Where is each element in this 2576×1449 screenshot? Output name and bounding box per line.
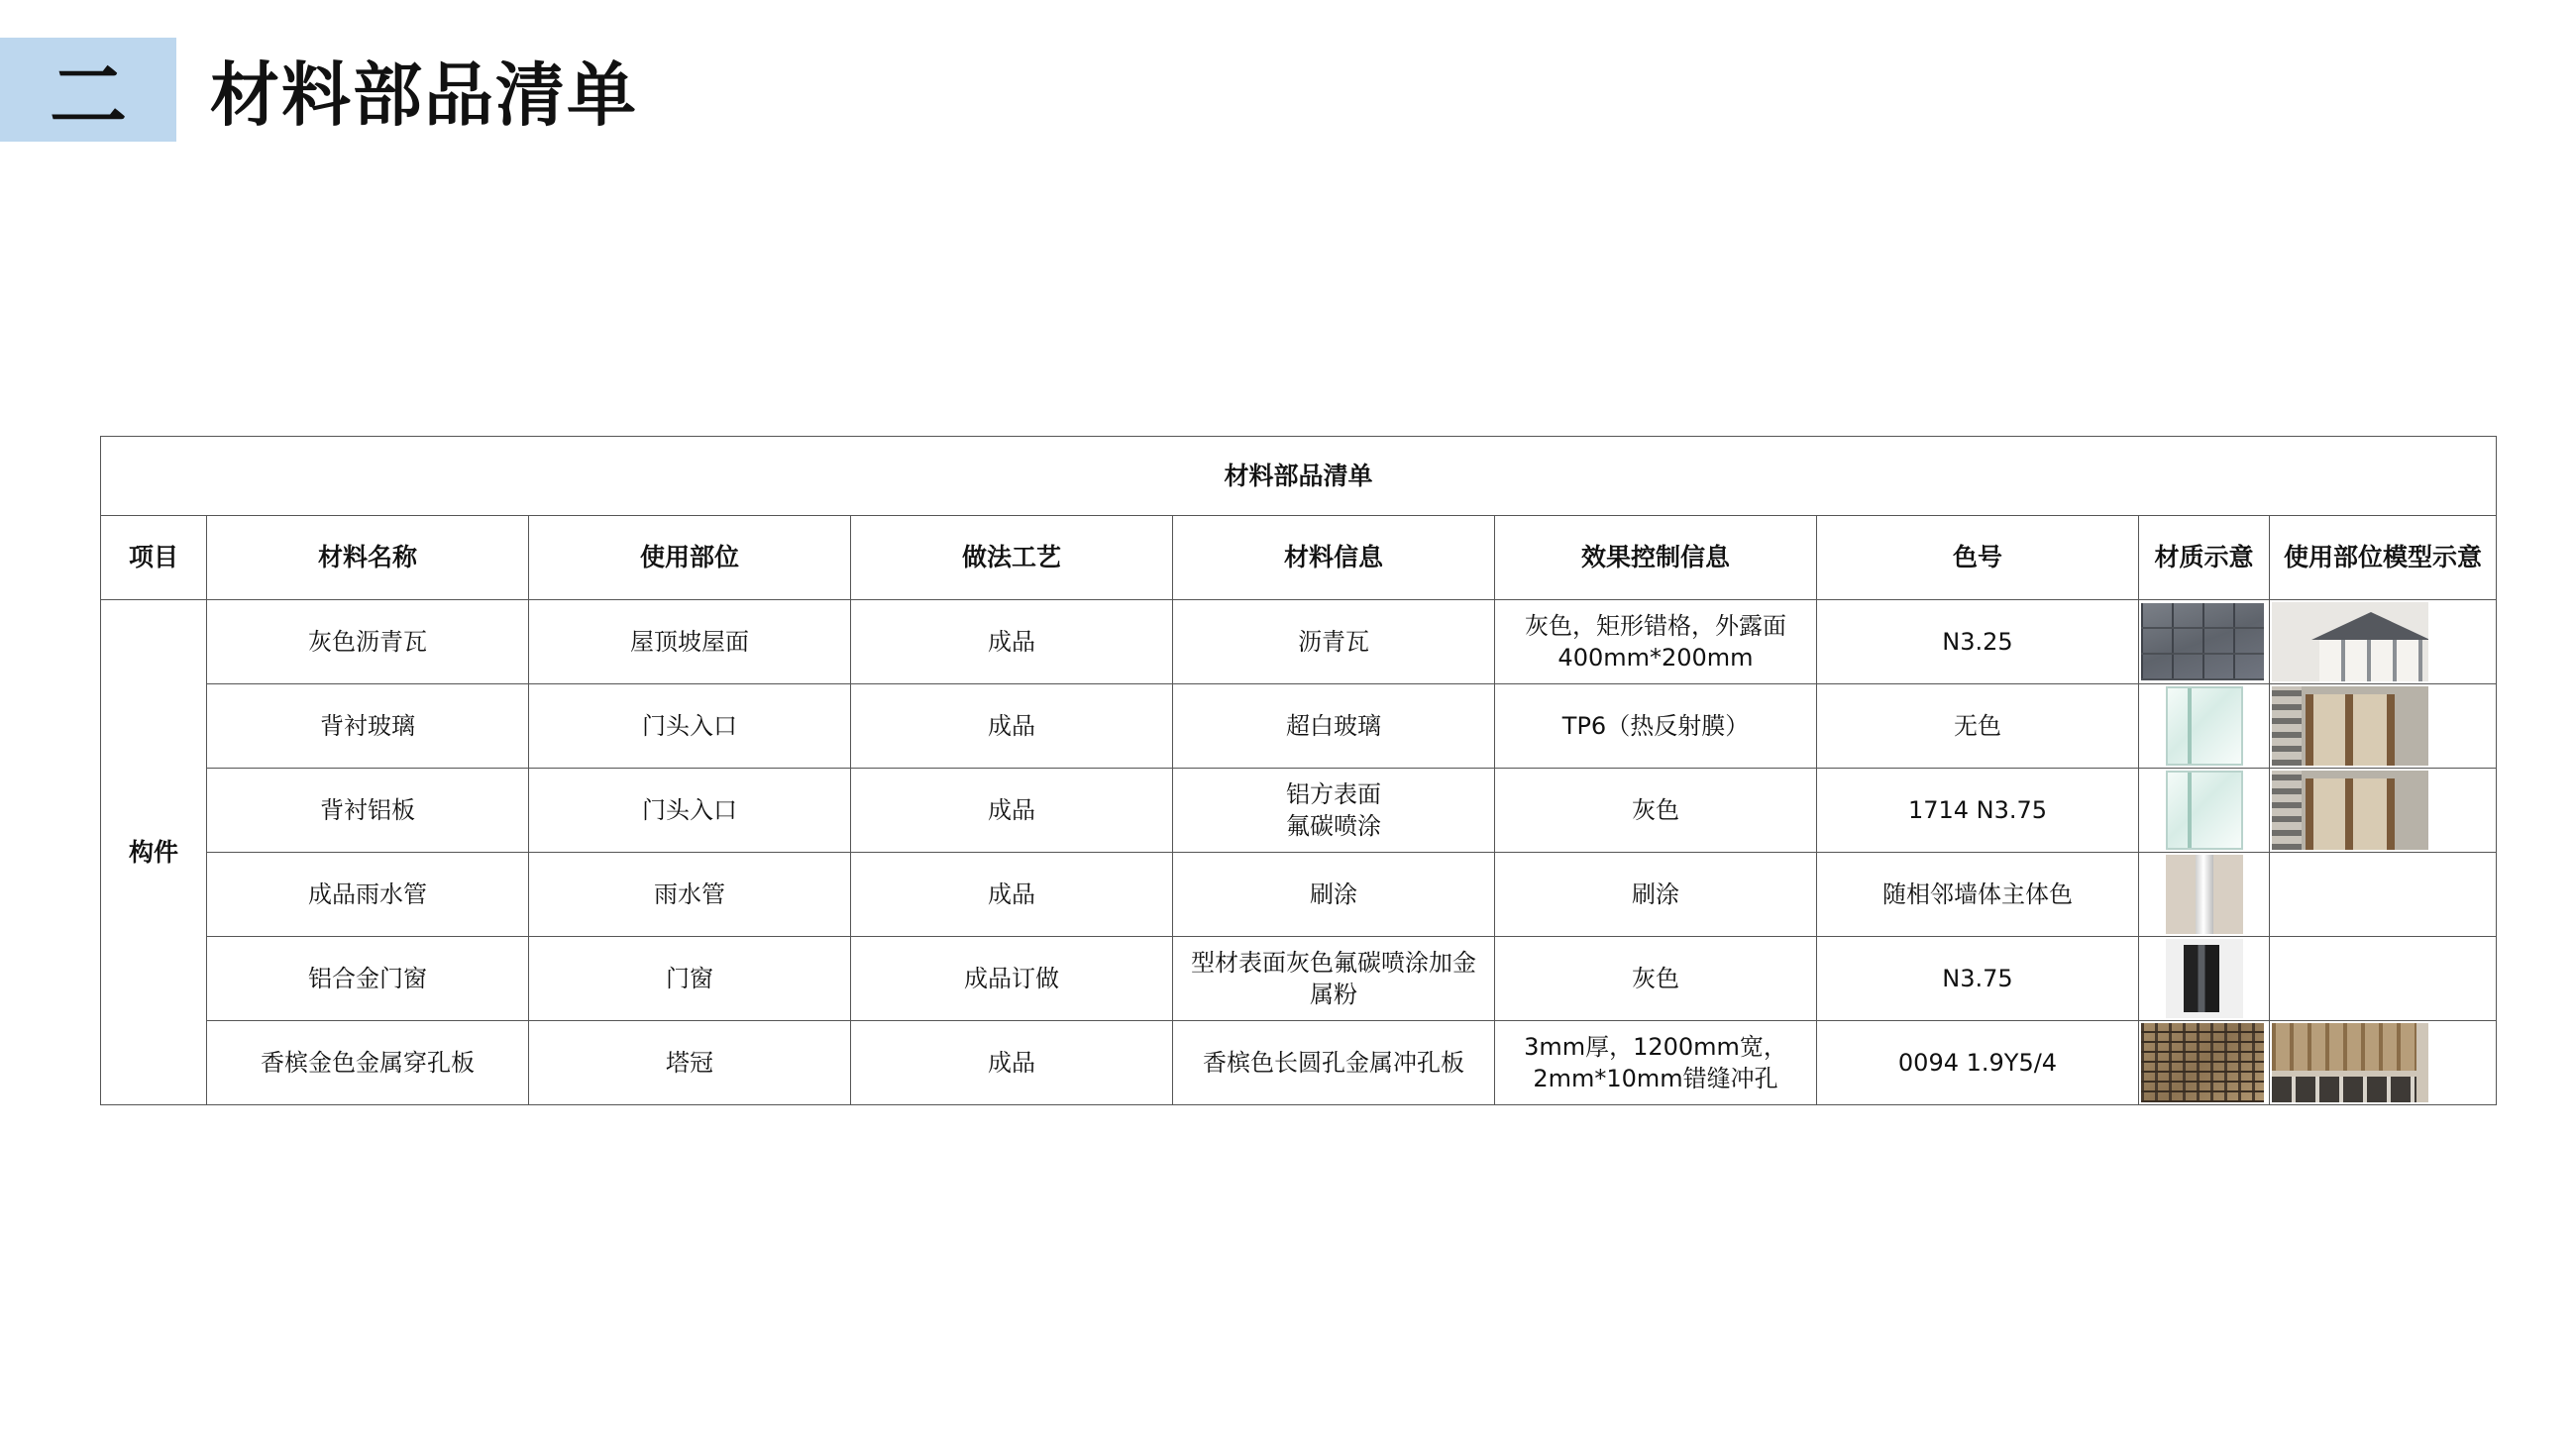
material-info: 型材表面灰色氟碳喷涂加金属粉 — [1173, 937, 1495, 1021]
material-info: 超白玻璃 — [1173, 684, 1495, 769]
column-header-model-sample: 使用部位模型示意 — [2270, 516, 2497, 600]
usage-location: 塔冠 — [529, 1021, 851, 1105]
material-sample-cell — [2139, 684, 2270, 769]
material-name: 背衬铝板 — [207, 769, 529, 853]
section-number-badge — [0, 38, 176, 142]
model-sample-cell — [2270, 600, 2497, 684]
column-header-location: 使用部位 — [529, 516, 851, 600]
material-sample-cell — [2139, 769, 2270, 853]
model-sample-cell — [2270, 937, 2497, 1021]
tower-crown-model-render — [2272, 1023, 2428, 1102]
table-row — [101, 937, 2497, 1021]
effect-control: 灰色 — [1495, 769, 1817, 853]
column-header-material-info: 材料信息 — [1173, 516, 1495, 600]
usage-location: 雨水管 — [529, 853, 851, 937]
model-sample-cell — [2270, 1021, 2497, 1105]
material-list-table — [100, 436, 2497, 1105]
usage-location: 门窗 — [529, 937, 851, 1021]
material-sample-cell — [2139, 1021, 2270, 1105]
material-info: 沥青瓦 — [1173, 600, 1495, 684]
material-name: 背衬玻璃 — [207, 684, 529, 769]
material-info: 刷涂 — [1173, 853, 1495, 937]
color-code: 无色 — [1817, 684, 2139, 769]
material-sample-cell — [2139, 937, 2270, 1021]
material-name: 铝合金门窗 — [207, 937, 529, 1021]
column-header-item: 项目 — [101, 516, 207, 600]
usage-location: 门头入口 — [529, 684, 851, 769]
glass-swatch — [2166, 686, 2243, 766]
effect-control: 刷涂 — [1495, 853, 1817, 937]
model-sample-cell — [2270, 853, 2497, 937]
glass-swatch — [2166, 771, 2243, 850]
aluminum-profile-swatch — [2166, 939, 2243, 1018]
color-code: 0094 1.9Y5/4 — [1817, 1021, 2139, 1105]
table-row — [101, 1021, 2497, 1105]
material-name: 香槟金色金属穿孔板 — [207, 1021, 529, 1105]
material-sample-cell — [2139, 600, 2270, 684]
model-sample-cell — [2270, 684, 2497, 769]
table-row — [101, 853, 2497, 937]
material-info: 香槟色长圆孔金属冲孔板 — [1173, 1021, 1495, 1105]
usage-location: 门头入口 — [529, 769, 851, 853]
process: 成品 — [851, 600, 1173, 684]
effect-control: TP6（热反射膜） — [1495, 684, 1817, 769]
process: 成品 — [851, 1021, 1173, 1105]
table-row — [101, 600, 2497, 684]
process: 成品订做 — [851, 937, 1173, 1021]
material-info: 铝方表面 氟碳喷涂 — [1173, 769, 1495, 853]
entrance-model-render — [2272, 686, 2428, 766]
color-code: N3.25 — [1817, 600, 2139, 684]
color-code: N3.75 — [1817, 937, 2139, 1021]
roof-model-render — [2272, 602, 2428, 681]
table-caption: 材料部品清单 — [101, 437, 2497, 516]
material-name: 成品雨水管 — [207, 853, 529, 937]
process: 成品 — [851, 769, 1173, 853]
process: 成品 — [851, 684, 1173, 769]
process: 成品 — [851, 853, 1173, 937]
table-row — [101, 769, 2497, 853]
column-header-process: 做法工艺 — [851, 516, 1173, 600]
section-number: 二 — [49, 52, 127, 142]
column-header-effect-control: 效果控制信息 — [1495, 516, 1817, 600]
table-row — [101, 684, 2497, 769]
perforated-panel-swatch — [2141, 1023, 2264, 1102]
column-header-material-sample: 材质示意 — [2139, 516, 2270, 600]
page-title: 材料部品清单 — [210, 54, 638, 136]
effect-control: 3mm厚，1200mm宽，2mm*10mm错缝冲孔 — [1495, 1021, 1817, 1105]
column-header-material-name: 材料名称 — [207, 516, 529, 600]
entrance-model-render — [2272, 771, 2428, 850]
effect-control: 灰色 — [1495, 937, 1817, 1021]
effect-control: 灰色，矩形错格，外露面400mm*200mm — [1495, 600, 1817, 684]
downpipe-swatch — [2166, 855, 2243, 934]
model-sample-cell — [2270, 769, 2497, 853]
material-sample-cell — [2139, 853, 2270, 937]
group-label: 构件 — [101, 600, 207, 1105]
column-header-color-code: 色号 — [1817, 516, 2139, 600]
usage-location: 屋顶坡屋面 — [529, 600, 851, 684]
color-code: 1714 N3.75 — [1817, 769, 2139, 853]
asphalt-shingle-swatch — [2141, 603, 2264, 680]
material-name: 灰色沥青瓦 — [207, 600, 529, 684]
color-code: 随相邻墙体主体色 — [1817, 853, 2139, 937]
